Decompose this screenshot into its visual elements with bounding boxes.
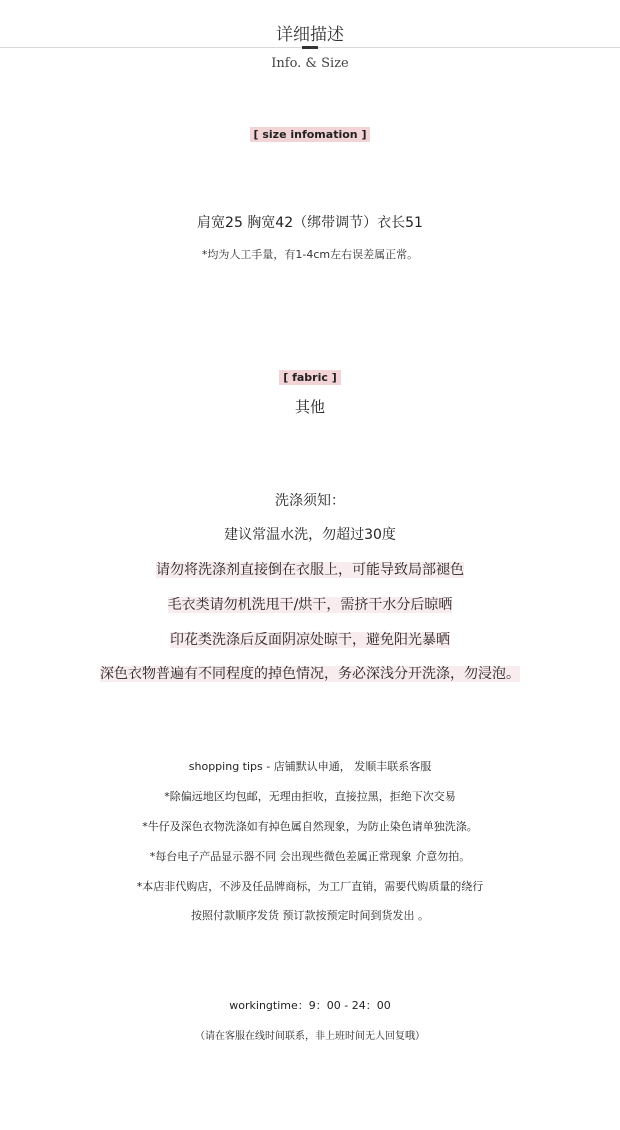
working-time: workingtime：9：00 - 24：00 [229,999,391,1012]
care-line-4 [0,629,620,649]
size-info-tag: [ size infomation ] [250,127,371,142]
fabric-section [0,366,620,385]
tips-line-2: *除偏远地区均包邮，无理由拒收，直接拉黑，拒绝下次交易 [164,790,456,803]
page-title: 详细描述 [276,25,344,45]
tips-line-3: *牛仔及深色衣物洗涤如有掉色属自然现象，为防止染色请单独洗涤。 [142,820,478,833]
care-line-4-text: 印花类洗涤后反面阴凉处晾干，避免阳光暴晒 [170,632,450,648]
care-line-5 [0,663,620,683]
care-line-3-text: 毛衣类请勿机洗甩干/烘干，需挤干水分后晾晒 [167,597,453,613]
page-subtitle: Info. & Size [271,56,349,71]
tips-line-5: *本店非代购店，不涉及任品牌商标，为工厂直销，需要代购质量的绕行 [136,880,484,893]
care-title: 洗涤须知： [275,493,345,509]
size-note: *均为人工手量，有1-4cm左右误差属正常。 [201,248,419,261]
tips-line-4: *每台电子产品显示器不同 会出现些微色差属正常现象 介意勿拍。 [149,850,471,863]
fabric-value: 其他 [294,398,325,416]
care-line-3 [0,594,620,614]
size-section [0,123,620,142]
care-line-5-text: 深色衣物普遍有不同程度的掉色情况，务必深浅分开洗涤，勿浸泡。 [100,666,520,682]
tips-line-1: shopping tips - 店铺默认申通， 发顺丰联系客服 [188,760,432,773]
care-line-1: 建议常温水洗，勿超过30度 [224,527,396,543]
header-accent-mark [302,46,318,49]
working-time-note: （请在客服在线时间联系，非上班时间无人回复哦） [195,1031,425,1042]
care-line-2-text: 请勿将洗涤剂直接倒在衣服上，可能导致局部褪色 [156,562,464,578]
tips-line-6: 按照付款顺序发货 预订款按预定时间到货发出 。 [191,909,429,922]
care-line-2 [0,559,620,579]
fabric-tag: [ fabric ] [279,370,341,385]
size-measurements: 肩宽25 胸宽42（绑带调节）衣长51 [197,215,423,231]
